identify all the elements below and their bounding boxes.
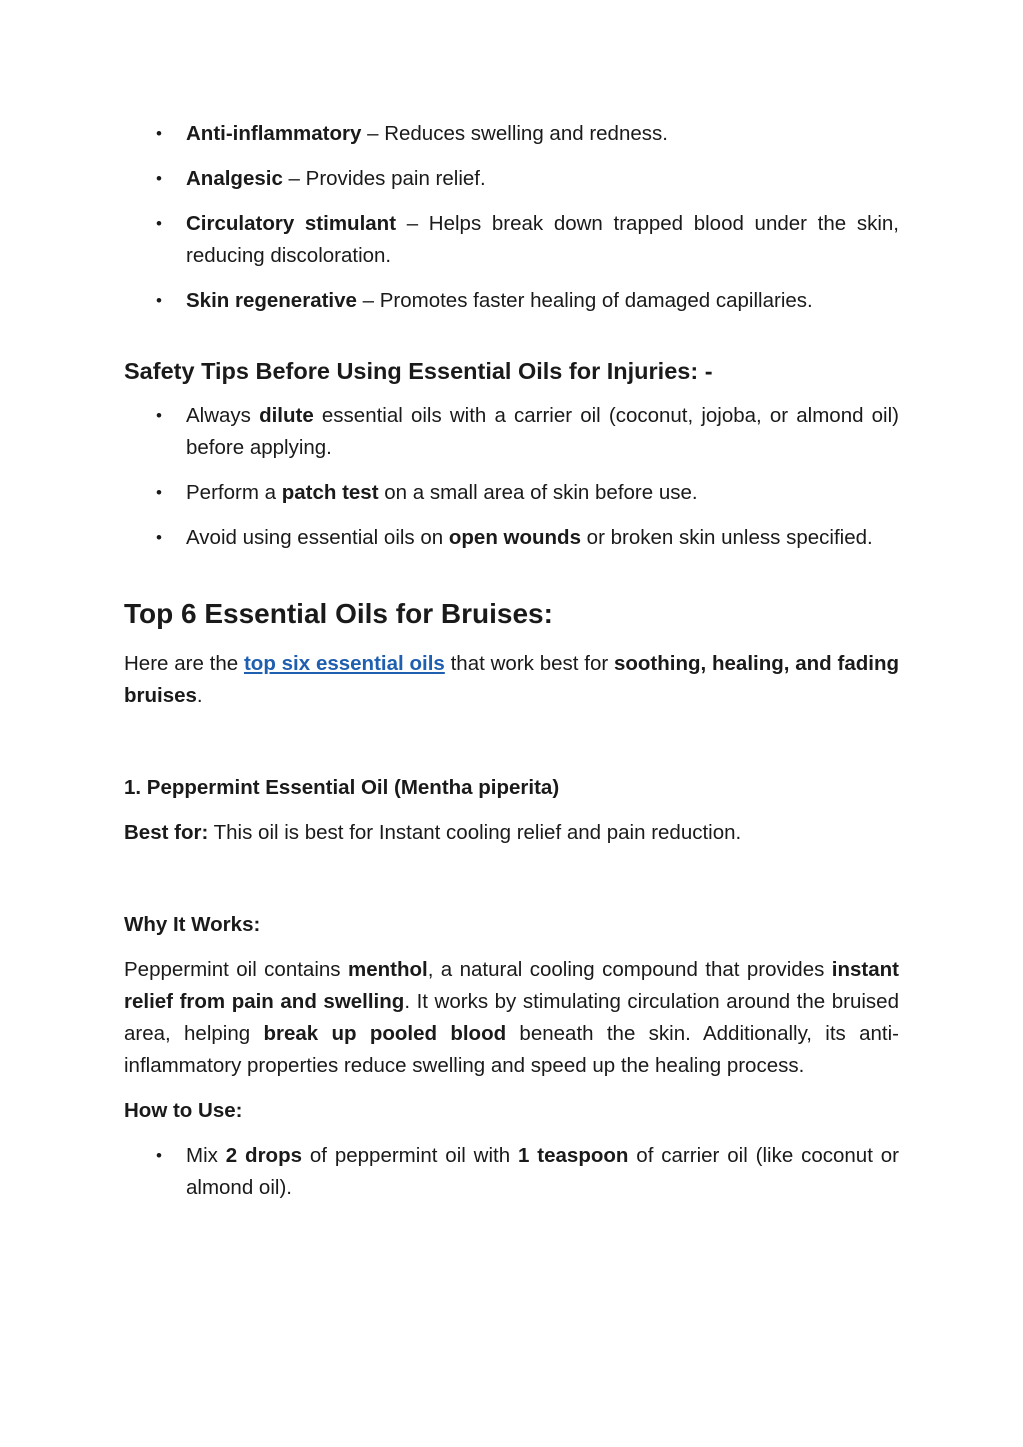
tip-text: Perform a bbox=[186, 481, 282, 504]
bullet-icon: • bbox=[156, 483, 162, 502]
top-six-oils-link[interactable]: top six essential oils bbox=[243, 652, 445, 675]
list-item bbox=[124, 477, 899, 509]
tip-emphasis: open wounds bbox=[448, 526, 581, 549]
how-text: of carrier oil (like coconut or almond oil). bbox=[186, 1144, 900, 1199]
why-text: beneath the skin. Additionally, its anti-inflammatory properties reduce swelling and speed up the healing process. bbox=[124, 1022, 899, 1077]
document-page bbox=[124, 118, 899, 1217]
benefit-term: Analgesic bbox=[186, 167, 283, 190]
benefit-desc: – Reduces swelling and redness. bbox=[361, 122, 668, 145]
best-for-paragraph bbox=[124, 817, 899, 849]
how-to-use-heading: How to Use: bbox=[124, 1099, 243, 1122]
why-text: , a natural cooling compound that provides bbox=[427, 958, 832, 981]
tip-emphasis: dilute bbox=[259, 404, 314, 427]
bullet-icon: • bbox=[156, 406, 162, 425]
benefit-term: Skin regenerative bbox=[186, 289, 357, 312]
list-item bbox=[124, 208, 899, 272]
how-text: of peppermint oil with bbox=[302, 1144, 519, 1167]
why-emphasis: break up pooled blood bbox=[263, 1022, 507, 1045]
tip-emphasis: patch test bbox=[281, 481, 379, 504]
bullet-icon: • bbox=[156, 1146, 162, 1165]
intro-emphasis: soothing, healing, and fading bruises bbox=[124, 652, 899, 707]
how-emphasis: 2 drops bbox=[225, 1144, 302, 1167]
tip-text: or broken skin unless specified. bbox=[580, 526, 873, 549]
intro-text: . bbox=[196, 684, 203, 707]
list-item bbox=[124, 400, 899, 464]
why-text: . It works by stimulating circulation around the bruised area, helping bbox=[124, 990, 899, 1045]
bullet-icon: • bbox=[156, 214, 162, 233]
tip-text: essential oils with a carrier oil (coconut, jojoba, or almond oil) before applying. bbox=[186, 404, 899, 459]
safety-heading: Safety Tips Before Using Essential Oils for Injuries: - bbox=[124, 358, 713, 384]
benefit-term: Anti-inflammatory bbox=[186, 122, 362, 145]
how-emphasis: 1 teaspoon bbox=[518, 1144, 629, 1167]
bullet-icon: • bbox=[156, 124, 162, 143]
why-emphasis: instant relief from pain and swelling bbox=[124, 958, 899, 1013]
benefits-list bbox=[124, 118, 899, 317]
best-for-label: Best for: bbox=[124, 821, 209, 844]
list-item bbox=[124, 522, 899, 554]
tip-text: Avoid using essential oils on bbox=[186, 526, 449, 549]
why-paragraph bbox=[124, 954, 899, 1082]
safety-tips-list bbox=[124, 400, 899, 554]
intro-paragraph bbox=[124, 648, 899, 712]
bullet-icon: • bbox=[156, 528, 162, 547]
benefit-desc: – Helps break down trapped blood under the skin, reducing discoloration. bbox=[186, 212, 899, 267]
intro-text: Here are the bbox=[124, 652, 244, 675]
benefit-term: Circulatory stimulant bbox=[186, 212, 397, 235]
best-for-text: This oil is best for Instant cooling relief and pain reduction. bbox=[208, 821, 742, 844]
how-to-use-list bbox=[124, 1140, 899, 1204]
intro-text: that work best for bbox=[444, 652, 614, 675]
top-oils-heading: Top 6 Essential Oils for Bruises: bbox=[124, 598, 553, 629]
list-item bbox=[124, 163, 899, 195]
tip-text: Always bbox=[186, 404, 260, 427]
why-text: Peppermint oil contains bbox=[124, 958, 348, 981]
why-it-works-heading: Why It Works: bbox=[124, 913, 261, 936]
bullet-icon: • bbox=[156, 169, 162, 188]
benefit-desc: – Provides pain relief. bbox=[282, 167, 486, 190]
peppermint-heading: 1. Peppermint Essential Oil (Mentha piperita) bbox=[124, 776, 560, 799]
bullet-icon: • bbox=[156, 291, 162, 310]
spacer bbox=[124, 725, 899, 772]
list-item bbox=[124, 285, 899, 317]
how-text: Mix bbox=[186, 1144, 226, 1167]
why-emphasis: menthol bbox=[347, 958, 428, 981]
spacer bbox=[124, 862, 899, 909]
tip-text: on a small area of skin before use. bbox=[378, 481, 698, 504]
list-item bbox=[124, 118, 899, 150]
list-item bbox=[124, 1140, 899, 1204]
benefit-desc: – Promotes faster healing of damaged capillaries. bbox=[356, 289, 813, 312]
